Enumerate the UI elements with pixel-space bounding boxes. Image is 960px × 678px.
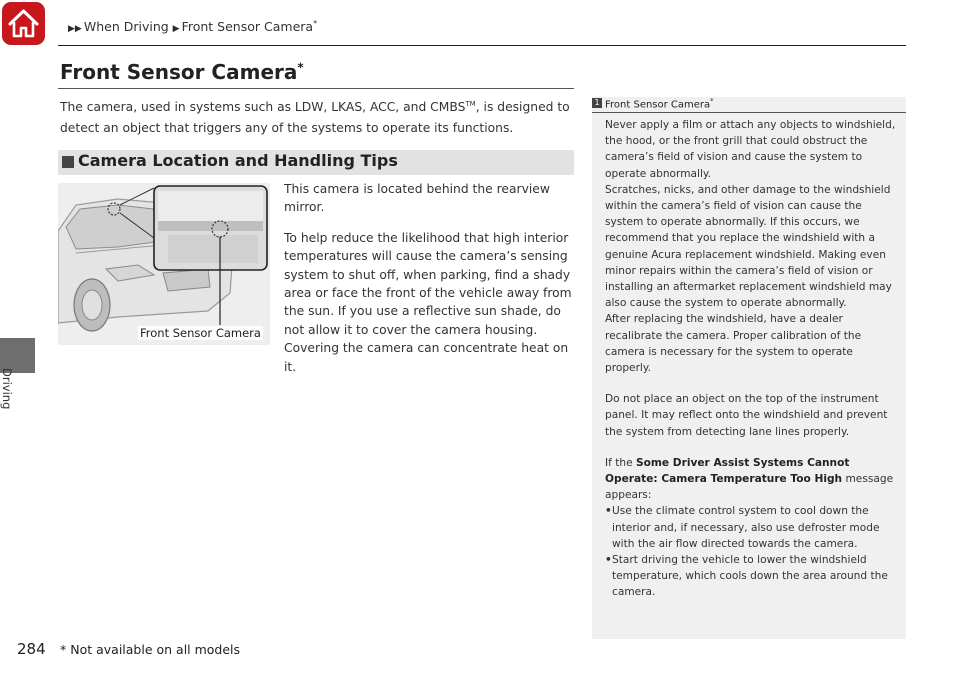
bullet-icon: •: [605, 554, 612, 567]
sidebar-divider: [592, 112, 906, 113]
section-title: Camera Location and Handling Tips: [78, 151, 398, 170]
page-number: 284: [17, 640, 46, 658]
intro-text: The camera, used in systems such as LDW, LKAS, ACC, and CMBS™, is designed to detect an object that triggers any of the systems to operate its functions.: [60, 100, 570, 136]
breadcrumb-item-when-driving[interactable]: When Driving: [83, 19, 169, 35]
breadcrumb-item-front-sensor-camera[interactable]: Front Sensor Camera: [181, 19, 314, 35]
breadcrumb-arrow-icon: ▶: [172, 24, 180, 35]
note-marker-icon: 1: [592, 98, 602, 108]
note-paragraph: Scratches, nicks, and other damage to the windshield within the camera’s field of vision can cause the system to operate abnormally. If this occurs, we recommend that you replace the windshield with a genuine Acura replacement windshield. Making even minor repairs within the camera’s field of vision or installing an aftermarket replacement windshield may also cause the system to operate abnormally.: [605, 183, 892, 310]
page-title: Front Sensor Camera*: [60, 60, 304, 84]
note-paragraph: Do not place an object on the top of the instrument panel. It may reflect onto the windshield and prevent the system from detecting lane lines properly.: [605, 393, 888, 438]
trademark-mark: TM: [465, 100, 476, 108]
breadcrumb-arrow-icon: ▶▶: [68, 24, 82, 35]
note-paragraph: Never apply a film or attach any objects to windshield, the hood, or the front grill that could obstruct the camera’s field of vision and cause the system to operate abnormally.: [605, 119, 896, 180]
bullet-icon: •: [605, 505, 612, 518]
camera-location-figure: [58, 183, 270, 345]
figure-caption: Front Sensor Camera: [140, 326, 261, 340]
body-text: [284, 180, 576, 388]
bullet-item: • Start driving the vehicle to lower the windshield temperature, which cools down the area around the camera.: [605, 552, 899, 601]
sidebar-body: [605, 117, 899, 601]
sidebar-header: [592, 97, 906, 112]
warning-message-name: Some Driver Assist Systems Cannot Operate: Camera Temperature Too High: [605, 456, 850, 486]
notes-sidebar: [592, 97, 906, 639]
body-paragraph: To help reduce the likelihood that high interior temperatures will cause the camera’s sensing system to shut off, when parking, find a shady area or face the front of the vehicle away from the sun. If you use a reflective sun shade, do not allow it to cover the camera housing. Covering the camera can concentrate heat on it.: [284, 230, 572, 374]
section-square-icon: [62, 156, 74, 168]
breadcrumb-asterisk: *: [313, 19, 318, 28]
note-paragraph: If the Some Driver Assist Systems Cannot Operate: Camera Temperature Too High message appears:: [605, 456, 894, 502]
home-icon: [2, 2, 45, 45]
chapter-label: Driving: [0, 368, 14, 410]
note-paragraph: After replacing the windshield, have a dealer recalibrate the camera. Proper calibration of the camera is necessary for the system to operate properly.: [605, 313, 862, 375]
bullet-item: • Use the climate control system to cool down the interior and, if necessary, also use defroster mode with the air flow directed towards the camera.: [605, 503, 899, 552]
section-header: [58, 150, 574, 175]
header-divider: [58, 45, 906, 46]
title-asterisk: *: [297, 60, 304, 75]
sidebar-title[interactable]: Front Sensor Camera*: [605, 97, 714, 111]
home-button[interactable]: [2, 2, 45, 45]
car-illustration: [58, 183, 270, 345]
sidebar-title-asterisk: *: [710, 97, 714, 105]
body-paragraph: This camera is located behind the rearview mirror.: [284, 182, 550, 215]
title-divider: [58, 88, 574, 89]
footnote: * Not available on all models: [60, 642, 241, 657]
breadcrumb: [68, 19, 317, 34]
